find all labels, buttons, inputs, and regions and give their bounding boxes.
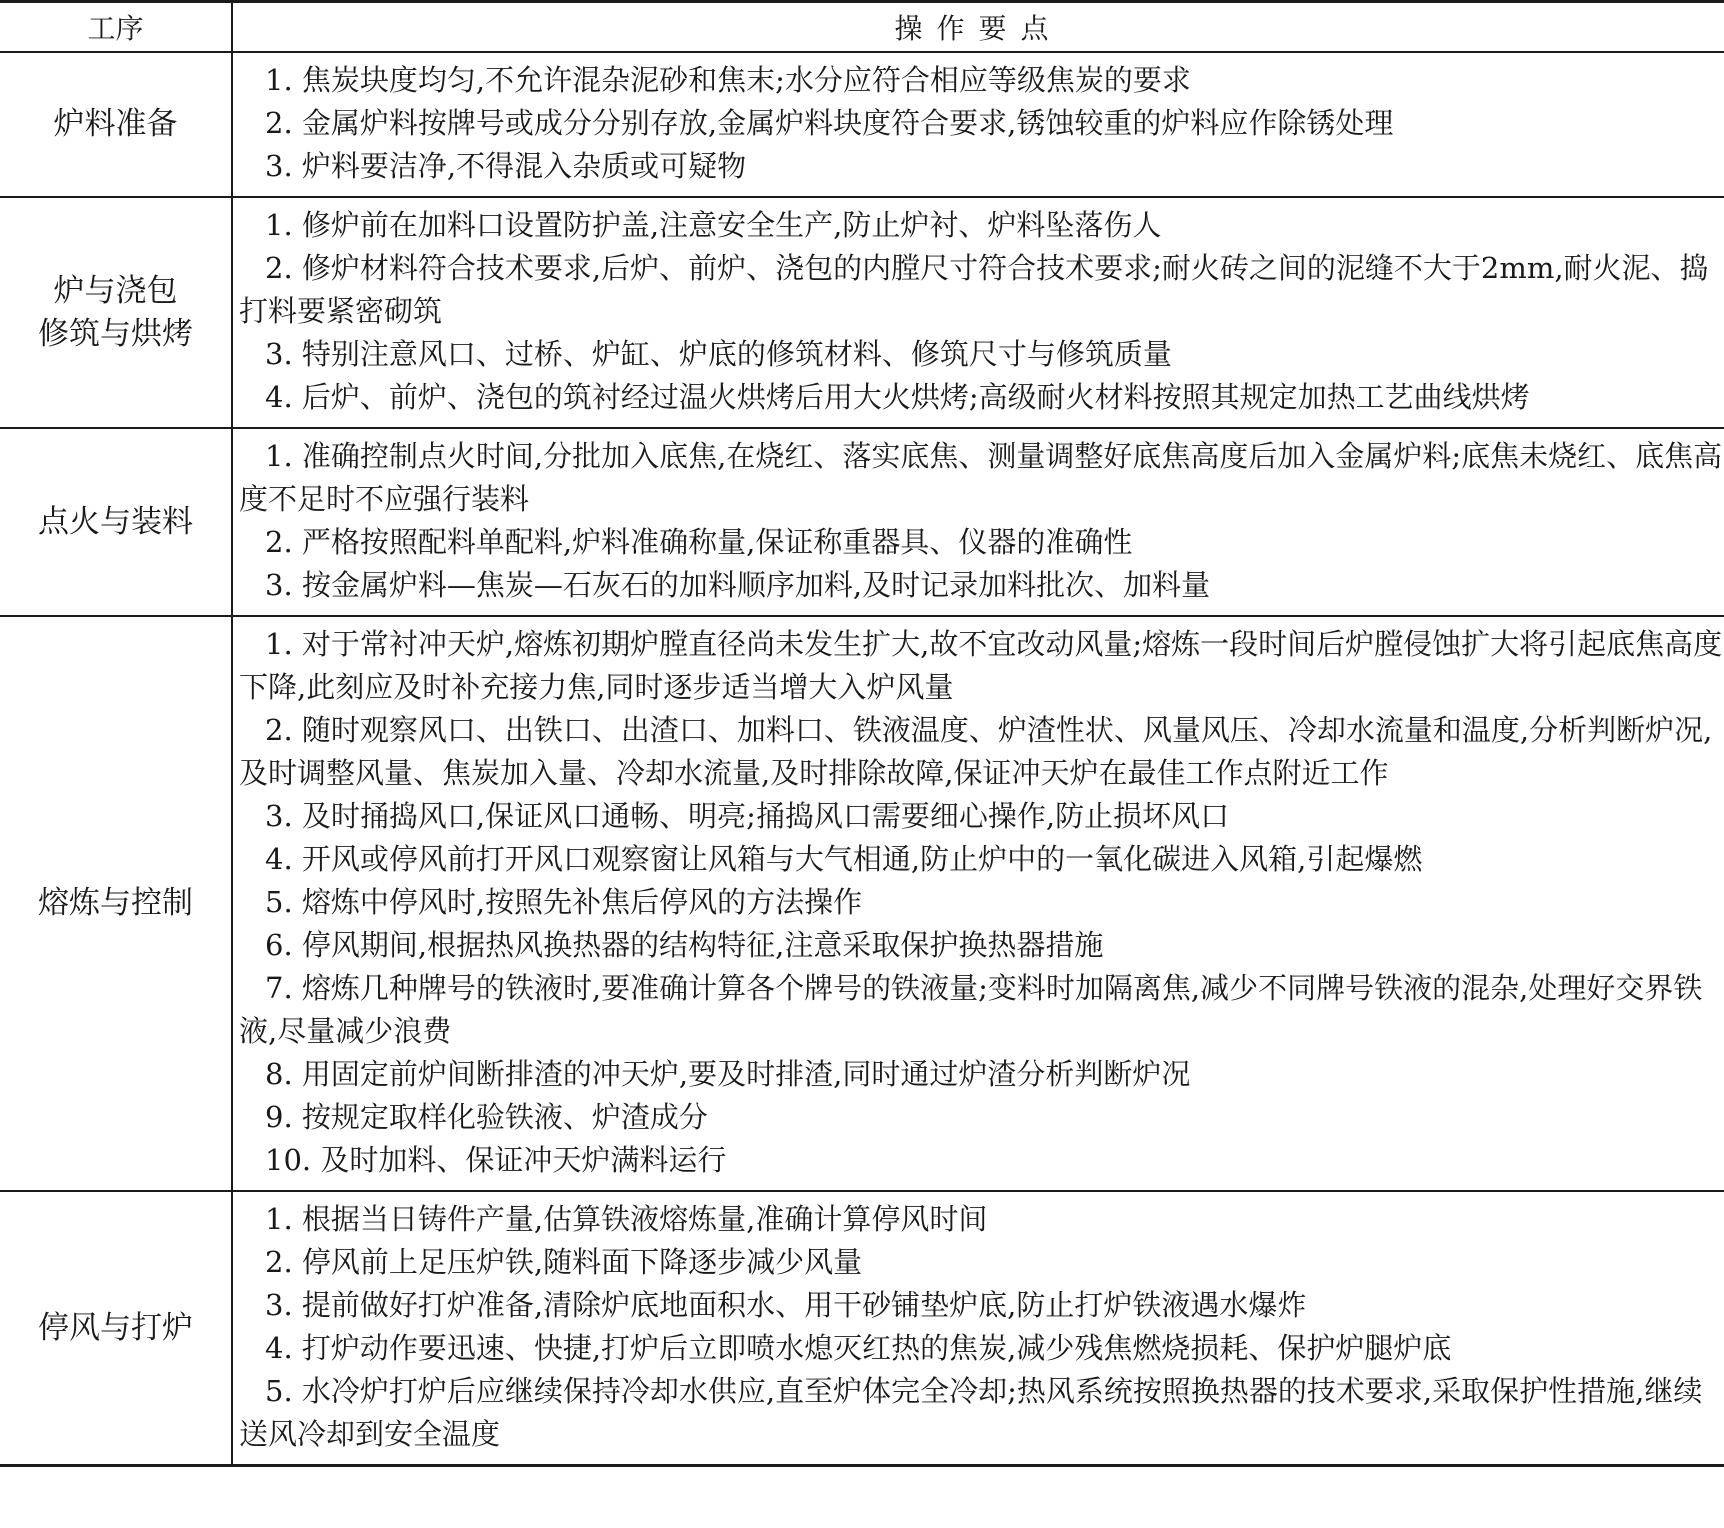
operation-point: 2. 随时观察风口、出铁口、出渣口、加料口、铁液温度、炉渣性状、风量风压、冷却水流量和温度,分析判断炉况,及时调整风量、焦炭加入量、冷却水流量,及时排除故障,保证冲天炉在最佳工作点附近工作 (239, 713, 1713, 790)
step-label: 修筑与烘烤 (38, 315, 193, 352)
points-cell (232, 428, 1724, 616)
operation-point: 3. 及时捅捣风口,保证风口通畅、明亮;捅捣风口需要细心操作,防止损坏风口 (265, 799, 1230, 833)
operation-point: 1. 修炉前在加料口设置防护盖,注意安全生产,防止炉衬、炉料坠落伤人 (265, 208, 1162, 242)
operation-point: 4. 开风或停风前打开风口观察窗让风箱与大气相通,防止炉中的一氧化碳进入风箱,引起爆燃 (265, 842, 1423, 876)
points-cell (232, 197, 1724, 428)
step-cell (0, 428, 232, 616)
step-label: 熔炼与控制 (38, 885, 193, 921)
table-row (0, 197, 1724, 428)
step-label: 停风与打炉 (38, 1309, 193, 1346)
step-cell (0, 52, 232, 197)
operation-point: 4. 后炉、前炉、浇包的筑衬经过温火烘烤后用大火烘烤;高级耐火材料按照其规定加热工艺曲线烘烤 (265, 380, 1530, 414)
operation-point: 3. 按金属炉料—焦炭—石灰石的加料顺序加料,及时记录加料批次、加料量 (265, 568, 1211, 602)
header-row (0, 2, 1724, 53)
operation-point: 1. 根据当日铸件产量,估算铁液熔炼量,准确计算停风时间 (265, 1202, 988, 1236)
operation-point: 1. 准确控制点火时间,分批加入底焦,在烧红、落实底焦、测量调整好底焦高度后加入金属炉料;底焦未烧红、底焦高度不足时不应强行装料 (239, 439, 1723, 516)
header-points: 操作要点 (232, 2, 1724, 53)
operation-point: 5. 水冷炉打炉后应继续保持冷却水供应,直至炉体完全冷却;热风系统按照换热器的技术要求,采取保护性措施,继续送风冷却到安全温度 (239, 1374, 1703, 1451)
points-cell (232, 52, 1724, 197)
table-row (0, 616, 1724, 1191)
step-label: 炉与浇包 (53, 272, 178, 309)
table-row (0, 428, 1724, 616)
table-row (0, 52, 1724, 197)
operation-point: 10. 及时加料、保证冲天炉满料运行 (265, 1143, 727, 1177)
operation-point: 9. 按规定取样化验铁液、炉渣成分 (265, 1100, 708, 1134)
operation-point: 3. 特别注意风口、过桥、炉缸、炉底的修筑材料、修筑尺寸与修筑质量 (265, 337, 1172, 371)
table-row (0, 1191, 1724, 1466)
points-cell (232, 1191, 1724, 1466)
step-label: 炉料准备 (53, 106, 178, 142)
step-label: 点火与装料 (38, 503, 193, 540)
operation-point: 1. 焦炭块度均匀,不允许混杂泥砂和焦末;水分应符合相应等级焦炭的要求 (265, 63, 1191, 97)
operation-point: 3. 炉料要洁净,不得混入杂质或可疑物 (265, 149, 747, 183)
operation-point: 2. 停风前上足压炉铁,随料面下降逐步减少风量 (265, 1245, 863, 1279)
step-cell (0, 197, 232, 428)
operation-point: 2. 修炉材料符合技术要求,后炉、前炉、浇包的内膛尺寸符合技术要求;耐火砖之间的泥缝不大于2mm,耐火泥、捣打料要紧密砌筑 (239, 251, 1709, 328)
points-cell (232, 616, 1724, 1191)
step-cell (0, 1191, 232, 1466)
header-step: 工序 (0, 2, 232, 53)
operation-point: 4. 打炉动作要迅速、快捷,打炉后立即喷水熄灭红热的焦炭,减少残焦燃烧损耗、保护炉腿炉底 (265, 1331, 1452, 1365)
operation-point: 2. 严格按照配料单配料,炉料准确称量,保证称重器具、仪器的准确性 (265, 525, 1133, 559)
step-cell (0, 616, 232, 1191)
operation-point: 6. 停风期间,根据热风换热器的结构特征,注意采取保护换热器措施 (265, 928, 1104, 962)
operation-point: 2. 金属炉料按牌号或成分分别存放,金属炉料块度符合要求,锈蚀较重的炉料应作除锈处理 (265, 106, 1394, 140)
table-body (0, 52, 1724, 1466)
operation-point: 5. 熔炼中停风时,按照先补焦后停风的方法操作 (265, 885, 863, 919)
operation-point: 7. 熔炼几种牌号的铁液时,要准确计算各个牌号的铁液量;变料时加隔离焦,减少不同牌号铁液的混杂,处理好交界铁液,尽量减少浪费 (239, 971, 1703, 1048)
operation-point: 1. 对于常衬冲天炉,熔炼初期炉膛直径尚未发生扩大,故不宜改动风量;熔炼一段时间后炉膛侵蚀扩大将引起底焦高度下降,此刻应及时补充接力焦,同时逐步适当增大入炉风量 (239, 627, 1723, 704)
operation-point: 3. 提前做好打炉准备,清除炉底地面积水、用干砂铺垫炉底,防止打炉铁液遇水爆炸 (265, 1288, 1307, 1322)
operation-point: 8. 用固定前炉间断排渣的冲天炉,要及时排渣,同时通过炉渣分析判断炉况 (265, 1057, 1191, 1091)
